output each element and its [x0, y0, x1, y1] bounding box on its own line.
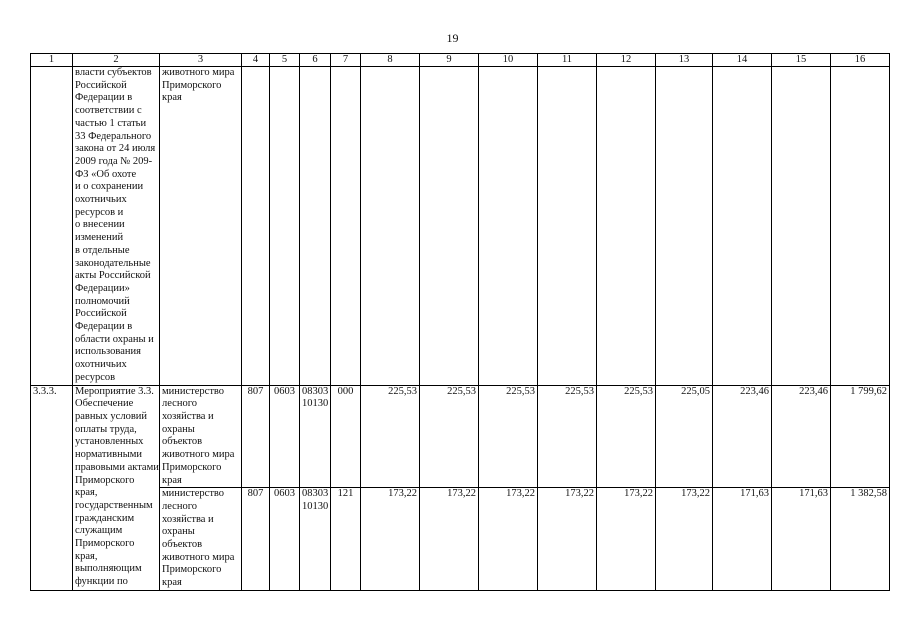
description-cell: власти субъектов Российской Федерации в соответствии с частью 1 статьи 33 Федерального закона от 24 июля 2009 года № 209- ФЗ «Об охоте и о сохранении охотничьих ресурсов и о внесении изменений в отдельные законодательные акты Российской Федерации» полномочий Российской Федерации в области охраны и использования охотничьих ресурсов [73, 67, 160, 386]
item-number-cell [31, 67, 73, 386]
empty-cell [420, 67, 479, 386]
empty-cell [597, 67, 656, 386]
empty-cell [831, 67, 890, 386]
value-cell: 173,22 [656, 488, 713, 591]
section-code-cell: 0603 [270, 488, 300, 591]
column-number: 14 [713, 54, 772, 67]
table-row [31, 488, 890, 591]
column-number: 7 [331, 54, 361, 67]
column-number: 16 [831, 54, 890, 67]
value-cell: 173,22 [420, 488, 479, 591]
value-cell: 173,22 [479, 488, 538, 591]
executor-cell: животного мира Приморского края [160, 67, 242, 386]
value-cell: 225,53 [597, 385, 656, 488]
column-number-row [31, 54, 890, 67]
expense-type-cell: 121 [331, 488, 361, 591]
value-cell: 225,53 [361, 385, 420, 488]
empty-cell [331, 67, 361, 386]
value-cell: 223,46 [772, 385, 831, 488]
column-number: 12 [597, 54, 656, 67]
column-number: 1 [31, 54, 73, 67]
column-number: 15 [772, 54, 831, 67]
value-cell: 173,22 [538, 488, 597, 591]
target-code-cell: 08303 10130 [300, 488, 331, 591]
empty-cell [713, 67, 772, 386]
column-number: 6 [300, 54, 331, 67]
grbs-code-cell: 807 [242, 488, 270, 591]
total-cell: 1 799,62 [831, 385, 890, 488]
column-number: 5 [270, 54, 300, 67]
table-row [31, 385, 890, 488]
total-cell: 1 382,58 [831, 488, 890, 591]
budget-table [30, 53, 890, 591]
value-cell: 223,46 [713, 385, 772, 488]
description-cell: Мероприятие 3.3. Обеспечение равных условий оплаты труда, установленных нормативными правовыми актами Приморского края, государственным гражданским служащим Приморского края, выполняющим функции по [73, 385, 160, 590]
value-cell: 171,63 [772, 488, 831, 591]
section-code-cell: 0603 [270, 385, 300, 488]
empty-cell [479, 67, 538, 386]
column-number: 2 [73, 54, 160, 67]
value-cell: 173,22 [597, 488, 656, 591]
value-cell: 225,53 [538, 385, 597, 488]
empty-cell [656, 67, 713, 386]
executor-cell: министерство лесного хозяйства и охраны объектов животного мира Приморского края [160, 488, 242, 591]
column-number: 13 [656, 54, 713, 67]
grbs-code-cell: 807 [242, 385, 270, 488]
page-number: 19 [446, 31, 459, 45]
value-cell: 171,63 [713, 488, 772, 591]
empty-cell [361, 67, 420, 386]
value-cell: 173,22 [361, 488, 420, 591]
empty-cell [538, 67, 597, 386]
column-number: 9 [420, 54, 479, 67]
target-code-cell: 08303 10130 [300, 385, 331, 488]
executor-cell: министерство лесного хозяйства и охраны объектов животного мира Приморского края [160, 385, 242, 488]
column-number: 4 [242, 54, 270, 67]
column-number: 11 [538, 54, 597, 67]
empty-cell [300, 67, 331, 386]
column-number: 3 [160, 54, 242, 67]
column-number: 10 [479, 54, 538, 67]
empty-cell [242, 67, 270, 386]
value-cell: 225,53 [479, 385, 538, 488]
empty-cell [270, 67, 300, 386]
table-row [31, 67, 890, 386]
value-cell: 225,53 [420, 385, 479, 488]
item-number-cell: 3.3.3. [31, 385, 73, 590]
empty-cell [772, 67, 831, 386]
column-number: 8 [361, 54, 420, 67]
expense-type-cell: 000 [331, 385, 361, 488]
value-cell: 225,05 [656, 385, 713, 488]
